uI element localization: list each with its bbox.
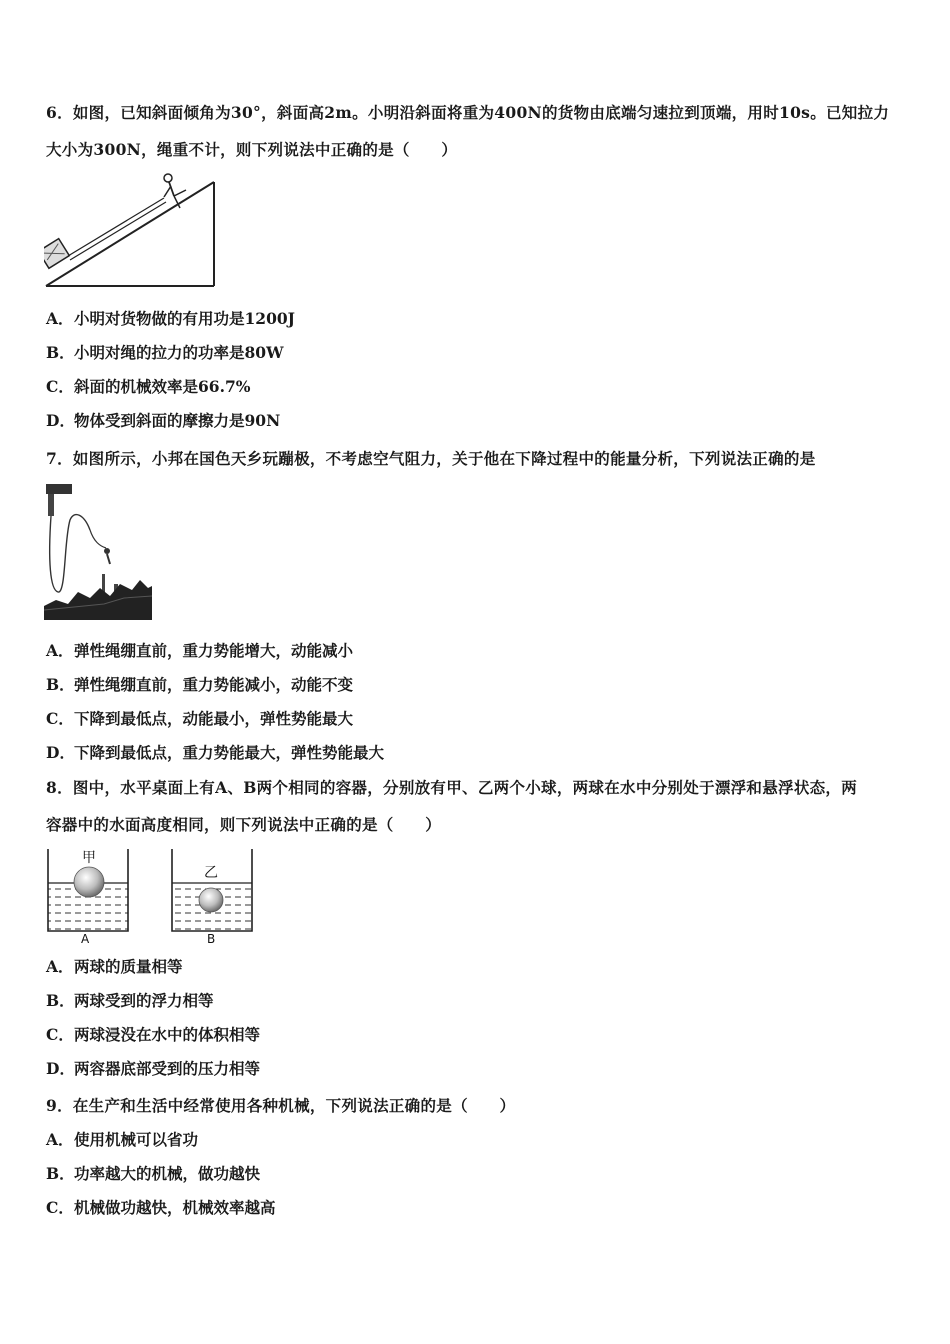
q6-stem-line-2: 大小为300N，绳重不计，则下列说法中正确的是（ ） xyxy=(46,140,458,159)
q7-option-c-text: 下降到最低点，动能最小，弹性势能最大 xyxy=(74,709,354,728)
q8-option-d-label: D． xyxy=(46,1059,75,1078)
q7-option-d-text: 下降到最低点，重力势能最大，弹性势能最大 xyxy=(74,743,385,762)
container-a xyxy=(48,849,128,945)
q6-option-c-text: 斜面的机械效率是66.7% xyxy=(74,377,251,396)
q7-option-b-text: 弹性绳绷直前，重力势能减小，动能不变 xyxy=(74,675,354,694)
q8-stem-line-2: 容器中的水面高度相同，则下列说法中正确的是（ ） xyxy=(46,815,442,834)
q8-option-b-text: 两球受到的浮力相等 xyxy=(74,991,214,1010)
q6-option-b-label: B． xyxy=(46,343,75,362)
q7-option-d-label: D． xyxy=(46,743,75,762)
q9-option-a[interactable] xyxy=(46,1130,198,1150)
q6-option-b[interactable] xyxy=(46,343,283,363)
q9-option-a-label: A． xyxy=(46,1130,74,1149)
q7-option-c-label: C． xyxy=(46,709,74,728)
q6-option-a[interactable] xyxy=(46,309,295,329)
q8-option-b[interactable] xyxy=(46,991,214,1011)
q8-option-a-text: 两球的质量相等 xyxy=(74,957,183,976)
q6-option-d-text: 物体受到斜面的摩擦力是90N xyxy=(74,411,281,430)
q8-option-d[interactable] xyxy=(46,1059,260,1079)
q8-option-d-text: 两容器底部受到的压力相等 xyxy=(74,1059,261,1078)
q6-option-c[interactable] xyxy=(46,377,250,397)
q7-option-a-text: 弹性绳绷直前，重力势能增大，动能减小 xyxy=(74,641,354,660)
q9-option-c[interactable] xyxy=(46,1198,276,1218)
q8-stem-line-1: 8．图中，水平桌面上有A、B两个相同的容器，分别放有甲、乙两个小球，两球在水中分别处于漂浮和悬浮状态，两 xyxy=(46,778,858,797)
q6-option-d[interactable] xyxy=(46,411,280,431)
ball-b-label: 乙 xyxy=(204,865,218,881)
q8-option-b-label: B． xyxy=(46,991,75,1010)
q9-option-c-label: C． xyxy=(46,1198,74,1217)
q7-option-c[interactable] xyxy=(46,709,353,729)
q9-option-b[interactable] xyxy=(46,1164,260,1184)
q8-option-c-text: 两球浸没在水中的体积相等 xyxy=(74,1025,261,1044)
q9-option-b-label: B． xyxy=(46,1164,75,1183)
q9-option-a-text: 使用机械可以省功 xyxy=(74,1130,199,1149)
container-b-label: B xyxy=(207,932,216,945)
q8-containers-figure xyxy=(44,845,258,945)
q6-stem-line-1: 6．如图，已知斜面倾角为30°，斜面高2m。小明沿斜面将重为400N的货物由底端匀速拉到顶端，用时10s。已知拉力 xyxy=(46,103,890,122)
q7-bungee-photo xyxy=(44,480,152,620)
ball-yi xyxy=(199,888,223,912)
container-a-label: A xyxy=(81,932,90,945)
q6-incline-figure xyxy=(44,168,220,292)
q6-option-b-text: 小明对绳的拉力的功率是80W xyxy=(74,343,284,362)
q7-option-b-label: B． xyxy=(46,675,75,694)
q9-option-c-text: 机械做功越快，机械效率越高 xyxy=(74,1198,276,1217)
q8-option-a[interactable] xyxy=(46,957,183,977)
q8-option-c-label: C． xyxy=(46,1025,74,1044)
q9-stem-line-1: 9．在生产和生活中经常使用各种机械，下列说法正确的是（ ） xyxy=(46,1096,516,1115)
q7-option-a[interactable] xyxy=(46,641,353,661)
q7-option-b[interactable] xyxy=(46,675,353,695)
q8-option-a-label: A． xyxy=(46,957,74,976)
q6-option-a-text: 小明对货物做的有用功是1200J xyxy=(74,309,295,328)
q9-option-b-text: 功率越大的机械，做功越快 xyxy=(74,1164,261,1183)
q7-option-d[interactable] xyxy=(46,743,384,763)
q7-option-a-label: A． xyxy=(46,641,74,660)
q6-option-c-label: C． xyxy=(46,377,74,396)
q6-option-a-label: A． xyxy=(46,309,74,328)
q6-option-d-label: D． xyxy=(46,411,75,430)
q7-stem-line-1: 7．如图所示，小邦在国色天乡玩蹦极，不考虑空气阻力，关于他在下降过程中的能量分析，下列说法正确的是 xyxy=(46,449,816,468)
container-b xyxy=(172,849,252,945)
ball-a-label: 甲 xyxy=(82,850,96,866)
q8-option-c[interactable] xyxy=(46,1025,260,1045)
ball-jia xyxy=(74,867,104,897)
